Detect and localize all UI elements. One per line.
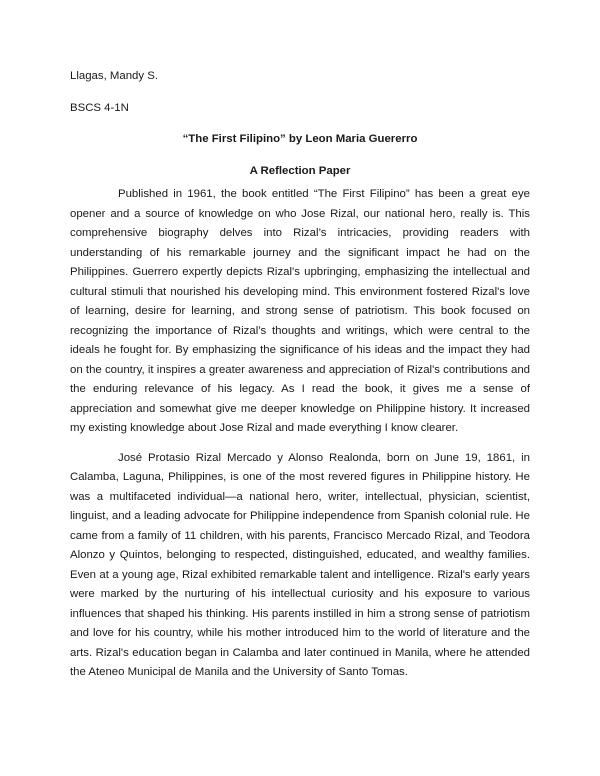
paper-subtitle: A Reflection Paper (249, 164, 351, 177)
paragraph-2: José Protasio Rizal Mercado y Alonso Realonda, born on June 19, 1861, in Calamba, Laguna, Philippines, is one of the most revered figures in Philippine history. He was a multifaceted individual—a national hero, writer, intellectual, physician, scientist, linguist, and a leading advocate for Philippine independence from Spanish colonial rule. He came from a family of 11 children, with his parents, Francisco Mercado Rizal, and Teodora Alonzo y Quintos, belonging to respected, distinguished, educated, and wealthy families. Even at a young age, Rizal exhibited remarkable talent and intelligence. Rizal's early years were marked by the nurturing of his intellectual curiosity and his exposure to various influences that shaped his thinking. His parents instilled in him a strong sense of patriotism and love for his country, while his mother introduced him to the world of literature and the arts. Rizal's education began in Calamba and later continued in Manila, where he attended the Ateneo Municipal de Manila and the University of Santo Tomas. (70, 451, 530, 678)
paper-title: “The First Filipino” by Leon Maria Guererro (182, 133, 418, 145)
author-name: Llagas, Mandy S. (70, 70, 159, 82)
paragraph-1: Published in 1961, the book entitled “The First Filipino” has been a great eye opener and a source of knowledge on who Jose Rizal, our national hero, really is. This comprehensive biography delves into Rizal’s intricacies, providing readers with understanding of his remarkable journey and the significant impact he had on the Philippines. Guerrero expertly depicts Rizal's upbringing, emphasizing the intellectual and cultural stimuli that nourished his developing mind. This environment fostered Rizal's love of learning, desire for learning, and strong sense of patriotism. This book focused on recognizing the importance of Rizal’s thoughts and writings, which were central to the ideals he fought for. By emphasizing the significance of his ideas and the impact they had on the country, it inspires a greater awareness and appreciation of Rizal's contributions and the enduring relevance of his legacy. As I read the book, it gives me a sense of appreciation and somewhat give me deeper knowledge on Philippine history. It increased my existing knowledge about Jose Rizal and made everything I know clearer. (70, 188, 530, 434)
page-content (70, 67, 530, 683)
course-section: BSCS 4-1N (70, 101, 129, 114)
